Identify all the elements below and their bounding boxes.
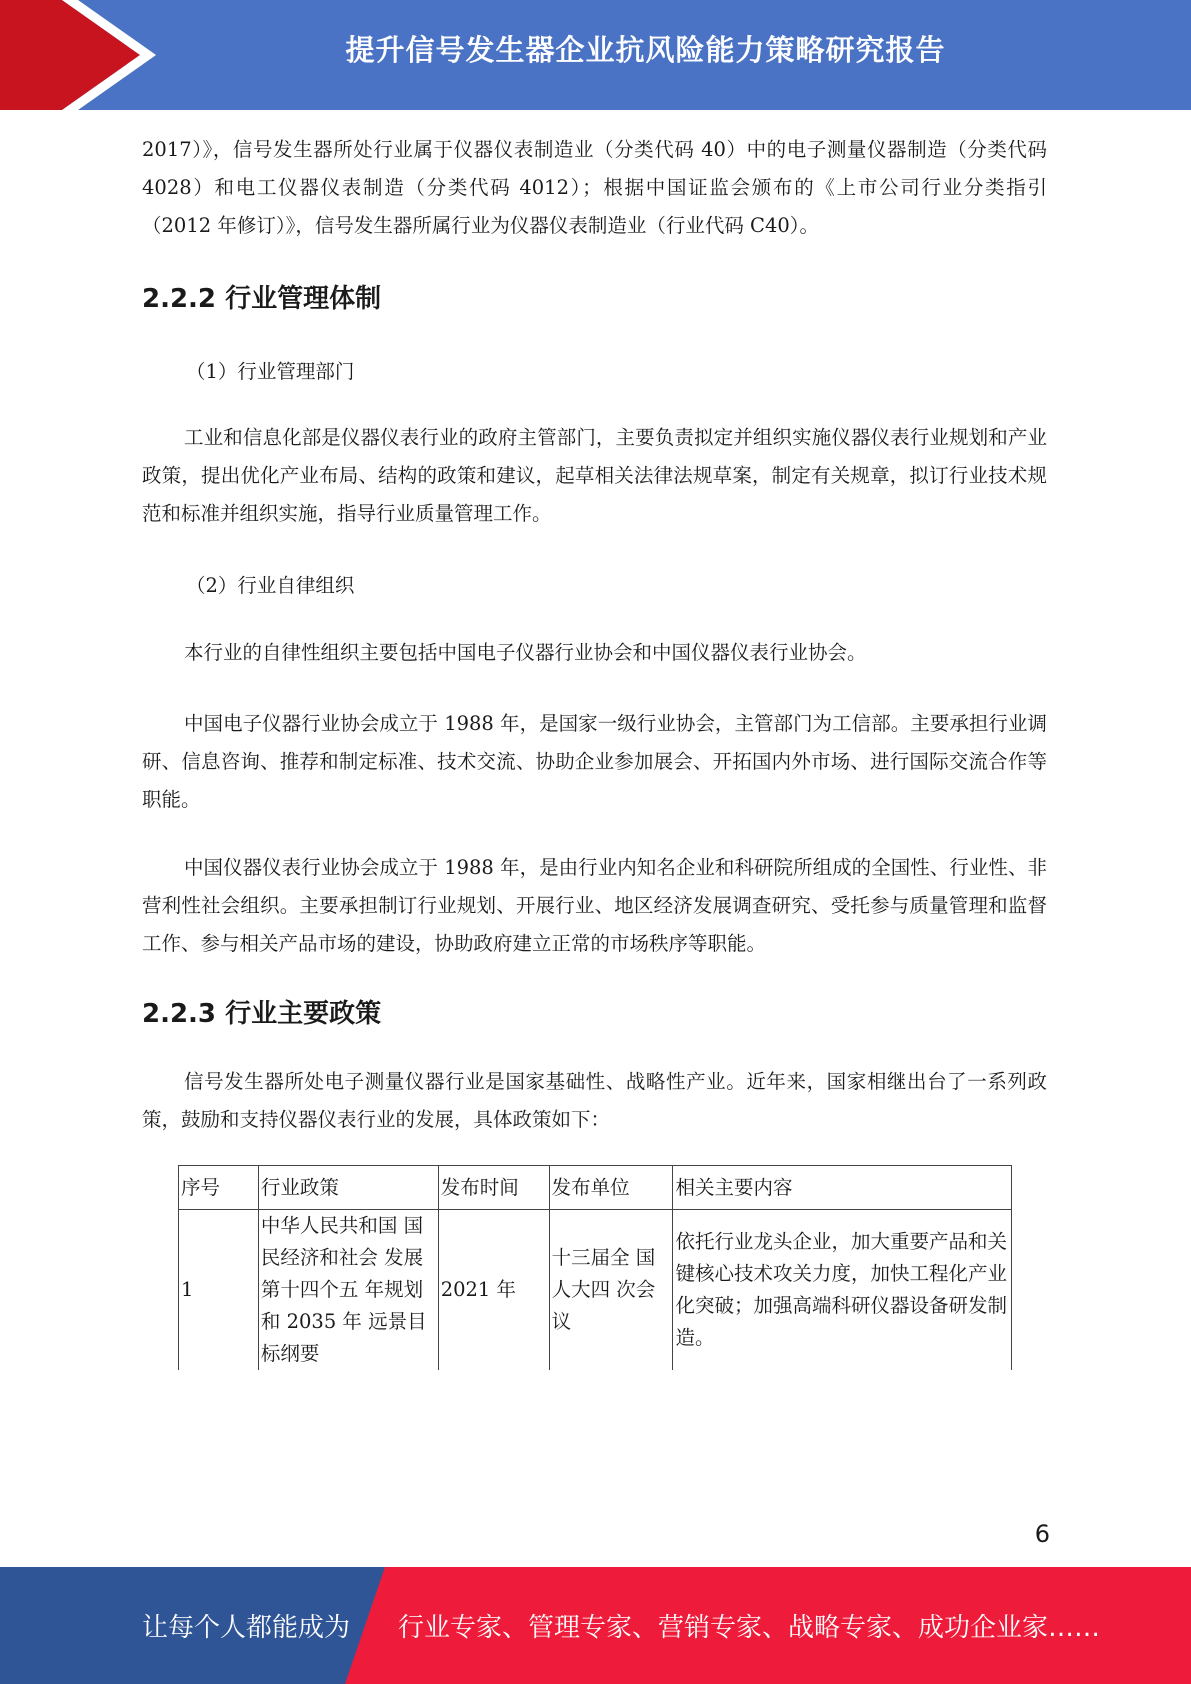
- policy-table: [178, 1165, 1012, 1370]
- cell-content: 依托行业龙头企业，加大重要产品和关键核心技术攻关力度，加快工程化产业化突破；加强高端科研仪器设备研发制造。: [673, 1210, 1012, 1371]
- report-title: 提升信号发生器企业抗风险能力策略研究报告: [345, 33, 946, 67]
- cell-policy: 中华人民共和国 国民经济和社会 发展第十四个五 年规划和 2035 年 远景目标纲要: [258, 1210, 438, 1371]
- paragraph-electronic-association: [142, 705, 1047, 819]
- page-header: [0, 0, 1191, 110]
- section-heading-2-2-2: 2.2.2 行业管理体制: [142, 284, 382, 314]
- table-header-row: [179, 1166, 1012, 1210]
- body-paragraph: 中国仪器仪表行业协会成立于 1988 年，是由行业内知名企业和科研院所组成的全国性、行业性、非营利性社会组织。主要承担制订行业规划、开展行业、地区经济发展调查研究、受托参与质量管理和监督工作、参与相关产品市场的建设，协助政府建立正常的市场秩序等职能。: [142, 856, 1047, 955]
- page-number: 6: [1034, 1520, 1050, 1548]
- paragraph-ministry: [142, 419, 1047, 533]
- page-footer: [0, 1567, 1191, 1684]
- body-paragraph: 2017）》，信号发生器所处行业属于仪器仪表制造业（分类代码 40）中的电子测量仪器制造（分类代码 4028）和电工仪器仪表制造（分类代码 4012）；根据中国证监会颁布的《上市公司行业分类指引（2012 年修订）》，信号发生器所属行业为仪器仪表制造业（行业代码 C40）。: [142, 138, 1047, 237]
- cell-index: 1: [179, 1210, 259, 1371]
- cell-issuer: 十三届全 国人大四 次会议: [549, 1210, 673, 1371]
- cell-date: 2021 年: [438, 1210, 549, 1371]
- body-paragraph: 中国电子仪器行业协会成立于 1988 年，是国家一级行业协会，主管部门为工信部。主要承担行业调研、信息咨询、推荐和制定标准、技术交流、协助企业参加展会、开拓国内外市场、进行国际交流合作等职能。: [142, 712, 1047, 811]
- paragraph-policy-intro: [142, 1063, 1047, 1139]
- column-header-index: 序号: [179, 1166, 259, 1210]
- paragraph-instrument-association: [142, 849, 1047, 963]
- footer-slogan-right: 行业专家、管理专家、营销专家、战略专家、成功企业家……: [398, 1613, 1101, 1643]
- body-paragraph: 本行业的自律性组织主要包括中国电子仪器行业协会和中国仪器仪表行业协会。: [184, 641, 867, 664]
- column-header-policy: 行业政策: [258, 1166, 438, 1210]
- footer-slogan-left: 让每个人都能成为: [142, 1613, 351, 1643]
- table-row: [179, 1210, 1012, 1371]
- subheading-self-regulatory: （2）行业自律组织: [186, 574, 355, 597]
- column-header-issuer: 发布单位: [549, 1166, 673, 1210]
- column-header-content: 相关主要内容: [673, 1166, 1012, 1210]
- column-header-date: 发布时间: [438, 1166, 549, 1210]
- body-paragraph: 信号发生器所处电子测量仪器行业是国家基础性、战略性产业。近年来，国家相继出台了一系列政策，鼓励和支持仪器仪表行业的发展，具体政策如下：: [142, 1070, 1047, 1131]
- paragraph-classification: [142, 131, 1047, 245]
- paragraph-associations: [142, 634, 1047, 672]
- subheading-management-department: （1）行业管理部门: [186, 360, 355, 383]
- section-heading-2-2-3: 2.2.3 行业主要政策: [142, 999, 382, 1029]
- body-paragraph: 工业和信息化部是仪器仪表行业的政府主管部门，主要负责拟定并组织实施仪器仪表行业规划和产业政策，提出优化产业布局、结构的政策和建议，起草相关法律法规草案，制定有关规章，拟订行业技术规范和标准并组织实施，指导行业质量管理工作。: [142, 426, 1047, 525]
